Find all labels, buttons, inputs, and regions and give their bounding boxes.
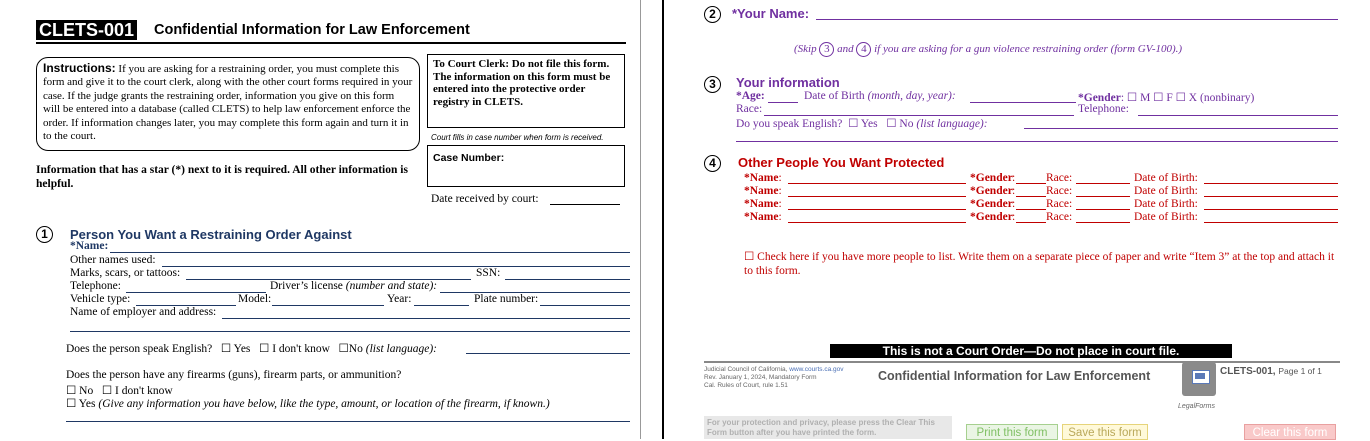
person-race-field[interactable] [1076, 209, 1130, 210]
case-number-label: Case Number: [433, 152, 505, 164]
print-button[interactable]: Print this form [966, 424, 1058, 440]
s1-dl-hint: (number and state): [345, 280, 438, 292]
footer-line-3: Cal. Rules of Court, rule 1.51 [704, 382, 788, 389]
s1-firearms-yes-hint: (Give any information you have below, like the type, amount, or location of the firearm, if known.) [98, 398, 550, 410]
header-rule [36, 42, 626, 44]
section-4-circle: 4 [704, 155, 721, 172]
s3-race-label: Race: [736, 103, 763, 115]
s1-model-field[interactable] [272, 305, 384, 306]
s3-dob-hint: (month, day, year): [867, 90, 956, 102]
s1-employer-field[interactable] [222, 318, 630, 319]
s1-firearms-yes[interactable]: ☐ Yes [66, 398, 96, 410]
person-gender-label: *Gender [970, 172, 1013, 184]
section-3-number [704, 75, 721, 93]
person-name-field[interactable] [788, 183, 966, 184]
s1-language-field[interactable] [466, 353, 630, 354]
s1-ssn-label: SSN: [476, 267, 501, 279]
person-race-field[interactable] [1076, 222, 1130, 223]
person-dob-field[interactable] [1204, 222, 1338, 223]
logo-screen-icon [1195, 373, 1205, 379]
s1-ssn-row [476, 267, 500, 279]
footer-code-label: CLETS-001, [1220, 366, 1276, 377]
person-race-label: Race: [1046, 172, 1073, 184]
person-race-label: Race: [1046, 185, 1073, 197]
footer-left [704, 366, 843, 390]
s1-english-question: Does the person speak English? [66, 343, 213, 355]
person-gender-field[interactable] [1016, 183, 1046, 184]
s3-english-row [736, 116, 988, 130]
s1-english-no[interactable]: ☐No [338, 343, 363, 355]
s1-other-field[interactable] [162, 266, 630, 267]
person-gender-colon: : [1012, 198, 1016, 210]
s3-gender-label: *Gender [1078, 92, 1121, 104]
footer-line-2: Rev. January 1, 2024, Mandatory Form [704, 374, 817, 381]
person-gender-label: *Gender [970, 211, 1013, 223]
skip-note-and: and [837, 43, 854, 55]
instructions-box [36, 57, 420, 151]
form-title: Confidential Information for Law Enforcement [154, 22, 470, 38]
person-gender-colon: : [1012, 211, 1016, 223]
s1-marks-label: Marks, scars, or tattoos: [70, 267, 181, 279]
section-1-circle: 1 [36, 226, 53, 243]
s1-year-label: Year: [387, 293, 412, 305]
s3-extra-field[interactable] [736, 141, 1338, 142]
s1-model-label: Model: [238, 293, 272, 305]
s1-tel-row [70, 280, 121, 292]
footer-council: Judicial Council of California, [704, 366, 788, 373]
person-race-field[interactable] [1076, 196, 1130, 197]
s1-employer-field-2[interactable] [70, 331, 630, 332]
s3-list-lang: (list language): [916, 118, 988, 130]
s3-row-1 [736, 90, 765, 102]
person-dob-label: Date of Birth: [1134, 185, 1198, 197]
s3-race-row [736, 103, 762, 115]
clerk-box [427, 54, 625, 128]
person-race-label: Race: [1046, 211, 1073, 223]
required-note: Information that has a star (*) next to it is required. All other information is helpful. [36, 164, 408, 190]
s3-gender-row [1078, 90, 1254, 104]
s1-name-field[interactable] [110, 252, 630, 253]
s1-plate-label: Plate number: [474, 293, 539, 305]
not-court-order-banner: This is not a Court Order—Do not place in court file. [830, 344, 1232, 358]
s1-plate-row [474, 293, 538, 305]
instructions-text: If you are asking for a restraining order, you must complete this form and give it to the court clerk, along with the other court forms required in your case. If the judge grants the restraining order, information you give on this form will be entered into a database (called CLETS) to help law enforcement enforce the order. If information changes later, you may complete this form again and turn it in to the court. [43, 63, 413, 143]
person-dob-field[interactable] [1204, 209, 1338, 210]
person-dob-label: Date of Birth: [1134, 172, 1198, 184]
section-2-title: *Your Name: [732, 6, 810, 21]
s1-vehicle-row [70, 293, 130, 305]
footer-line-1 [704, 366, 843, 374]
date-received [431, 193, 539, 205]
footer-code [1220, 366, 1322, 377]
s1-firearms-no[interactable]: ☐ No [66, 385, 94, 397]
person-name-label: *Name [744, 211, 779, 223]
s1-other-label: Other names used: [70, 254, 156, 266]
section-1-title: Person You Want a Restraining Order Against [70, 227, 352, 242]
clear-button[interactable]: Clear this form [1244, 424, 1336, 440]
person-gender-label: *Gender [970, 198, 1013, 210]
person-gender-colon: : [1012, 185, 1016, 197]
s3-english-yes[interactable]: ☐ Yes [848, 118, 878, 130]
s1-english-row [66, 341, 437, 355]
s3-english-no[interactable]: ☐ No [886, 118, 914, 130]
footer-page: Page 1 of 1 [1278, 366, 1322, 376]
s1-year-field[interactable] [414, 305, 469, 306]
person-dob-label: Date of Birth: [1134, 211, 1198, 223]
s3-gender-options[interactable]: : ☐ M ☐ F ☐ X (nonbinary) [1120, 92, 1255, 104]
protected-person-row: *Name: *Gender : Race: Date of Birth: [744, 211, 1344, 223]
s1-firearms-opts [66, 383, 173, 397]
protected-person-row: *Name: *Gender : Race: Date of Birth: [744, 172, 1344, 184]
s1-firearms-yes-row [66, 396, 550, 410]
s1-tel-label: Telephone: [70, 280, 121, 292]
footer-link[interactable]: www.courts.ca.gov [789, 366, 844, 373]
s3-age-field[interactable] [768, 102, 798, 103]
s4-check-more[interactable] [744, 250, 1344, 278]
s3-tel-row [1078, 103, 1129, 115]
left-page [0, 0, 641, 439]
s1-dl-row [270, 280, 437, 292]
section-4-title: Other People You Want Protected [738, 155, 945, 170]
s1-dl-label: Driver’s license [270, 280, 343, 292]
case-number-box [427, 145, 625, 187]
person-race-field[interactable] [1076, 183, 1130, 184]
person-gender-field[interactable] [1016, 222, 1046, 223]
person-dob-field[interactable] [1204, 183, 1338, 184]
s3-dob-field[interactable] [970, 102, 1076, 103]
person-gender-field[interactable] [1016, 209, 1046, 210]
section-3-circle: 3 [704, 76, 721, 93]
s1-list-lang: (list language): [365, 343, 437, 355]
s3-dob-row [804, 90, 956, 102]
s1-firearms-idk[interactable]: ☐ I don't know [101, 385, 173, 397]
s3-age-label: *Age: [736, 90, 765, 102]
skip-circle-4: 4 [856, 42, 871, 57]
save-button[interactable]: Save this form [1062, 424, 1148, 440]
person-gender-field[interactable] [1016, 196, 1046, 197]
skip-note-b: if you are asking for a gun violence restraining order (form GV-100).) [874, 43, 1183, 55]
s1-name-row [70, 240, 108, 252]
s1-name-label: *Name: [70, 240, 109, 252]
person-name-label: *Name [744, 198, 779, 210]
section-2-number [704, 5, 721, 23]
s1-english-yes[interactable]: ☐ Yes [220, 343, 251, 355]
person-race-label: Race: [1046, 198, 1073, 210]
your-name-field[interactable] [816, 19, 1338, 20]
skip-circle-3: 3 [819, 42, 834, 57]
form-code: CLETS-001 [36, 20, 137, 40]
person-name-field[interactable] [788, 222, 966, 223]
footer-title: Confidential Information for Law Enforcement [878, 369, 1151, 383]
s1-firearms-question: Does the person have any firearms (guns), firearm parts, or ammunition? [66, 369, 402, 381]
s1-marks-row [70, 267, 180, 279]
right-page [664, 0, 1370, 439]
instructions-label: Instructions: [43, 61, 116, 75]
person-dob-label: Date of Birth: [1134, 198, 1198, 210]
s1-firearms-row [66, 369, 401, 381]
person-name-field[interactable] [788, 196, 966, 197]
s1-ssn-field[interactable] [505, 279, 630, 280]
section-1-number [36, 225, 53, 243]
court-fills-note: Court fills in case number when form is received. [431, 133, 604, 142]
person-dob-field[interactable] [1204, 196, 1338, 197]
s3-tel-label: Telephone: [1078, 103, 1129, 115]
person-gender-label: *Gender [970, 185, 1013, 197]
skip-note-a: (Skip [794, 43, 817, 55]
s1-employer-row [70, 306, 216, 318]
person-name-field[interactable] [788, 209, 966, 210]
s3-dob-label: Date of Birth [804, 90, 865, 102]
date-received-line[interactable] [550, 204, 620, 205]
s3-tel-field[interactable] [1138, 115, 1338, 116]
legalforms-logo [1182, 362, 1216, 396]
s1-model-row [238, 293, 271, 305]
privacy-note: For your protection and privacy, please press the Clear This Form button after you have printed the form. [704, 416, 952, 439]
clerk-box-text: To Court Clerk: Do not file this form. The information on this form must be entered into the protective order registry in CLETS. [433, 58, 611, 108]
skip-note [794, 42, 1182, 57]
date-received-label: Date received by court: [431, 193, 539, 205]
s3-english-question: Do you speak English? [736, 118, 843, 130]
footer-rule [704, 361, 1340, 363]
person-name-label: *Name [744, 172, 779, 184]
person-name-label: *Name [744, 185, 779, 197]
s1-other-row [70, 254, 156, 266]
person-gender-colon: : [1012, 172, 1016, 184]
s1-firearms-field[interactable] [66, 421, 630, 422]
section-3-title: Your information [736, 75, 840, 90]
s1-plate-field[interactable] [540, 305, 630, 306]
protected-person-row: *Name: *Gender : Race: Date of Birth: [744, 185, 1344, 197]
section-4-number [704, 154, 721, 172]
s1-english-idk[interactable]: ☐ I don't know [259, 343, 330, 355]
s3-language-field[interactable] [1024, 128, 1338, 129]
s1-employer-label: Name of employer and address: [70, 306, 217, 318]
section-2-circle: 2 [704, 6, 721, 23]
s1-vehicle-label: Vehicle type: [70, 293, 131, 305]
s4-check-text: ☐ Check here if you have more people to list. Write them on a separate piece of paper and write “Item 3” at the top and attach it to this form. [744, 251, 1335, 277]
s1-year-row [387, 293, 411, 305]
logo-text: LegalForms [1178, 403, 1215, 410]
protected-person-row: *Name: *Gender : Race: Date of Birth: [744, 198, 1344, 210]
